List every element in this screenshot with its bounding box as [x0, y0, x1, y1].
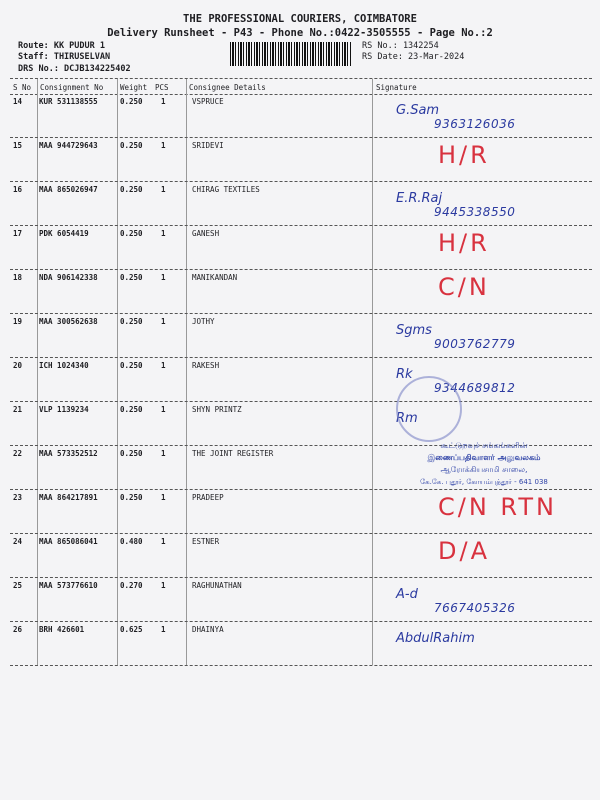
consignment-number: VLP 1139234 — [39, 405, 89, 414]
consignee-name: MANIKANDAN — [192, 273, 238, 282]
consignment-number: MAA 944729643 — [39, 141, 98, 150]
consignee-name: SHYN PRINTZ — [192, 405, 242, 414]
pieces: 1 — [161, 229, 166, 238]
weight: 0.625 — [120, 625, 143, 634]
handwritten-signature: AbdulRahim — [396, 631, 475, 646]
weight: 0.250 — [120, 141, 143, 150]
serial-number: 25 — [13, 581, 23, 590]
rs-number: RS No.: 1342254 — [362, 41, 439, 51]
serial-number: 15 — [13, 141, 23, 150]
handwritten-phone: 9363126036 — [434, 117, 516, 131]
table-top-rule — [10, 78, 592, 79]
pieces: 1 — [161, 185, 166, 194]
stamp-line: கே.கே. புதூர், கோயம்புத்தூர் - 641 038 — [420, 478, 548, 486]
handwritten-phone: 9344689812 — [434, 381, 516, 395]
stamp-line: இணைப்பதிவாளர் அலுவலகம் — [427, 453, 541, 462]
consignment-number: MAA 573352512 — [39, 449, 98, 458]
consignment-number: PDK 6054419 — [39, 229, 89, 238]
pieces: 1 — [161, 449, 166, 458]
col-header-sno: S No — [13, 83, 32, 92]
col-header-signature: Signature — [376, 83, 417, 92]
pieces: 1 — [161, 317, 166, 326]
consignee-name: DHAINYA — [192, 625, 224, 634]
consignee-name: JOTHY — [192, 317, 215, 326]
consignee-name: THE JOINT REGISTER — [192, 449, 274, 458]
pieces: 1 — [161, 273, 166, 282]
document-subtitle: Delivery Runsheet - P43 - Phone No.:0422-3505555 - Page No.:2 — [107, 27, 493, 39]
col-header-consignee: Consignee Details — [189, 83, 266, 92]
consignee-name: VSPRUCE — [192, 97, 224, 106]
handwritten-signature: Rm — [396, 411, 418, 426]
stamp-line: கூட்டுறவுச் சங்கங்களின் — [440, 441, 528, 450]
pieces: 1 — [161, 405, 166, 414]
weight: 0.250 — [120, 229, 143, 238]
consignment-number: MAA 573776610 — [39, 581, 98, 590]
weight: 0.250 — [120, 361, 143, 370]
signature-cell — [376, 609, 592, 669]
col-header-weight: Weight — [120, 83, 148, 92]
handwritten-signature: A-d — [396, 587, 418, 602]
pieces: 1 — [161, 625, 166, 634]
consignee-name: RAKESH — [192, 361, 220, 370]
consignment-number: MAA 864217891 — [39, 493, 98, 502]
pieces: 1 — [161, 141, 166, 150]
col-header-pcs: PCS — [155, 83, 169, 92]
consignment-number: ICH 1024340 — [39, 361, 89, 370]
consignment-number: NDA 906142338 — [39, 273, 98, 282]
rs-date: RS Date: 23-Mar-2024 — [362, 52, 465, 62]
handwritten-phone: 7667405326 — [434, 601, 516, 615]
consignment-number: BRH 426601 — [39, 625, 85, 634]
consignee-name: PRADEEP — [192, 493, 224, 502]
handwritten-phone: 9445338550 — [434, 205, 516, 219]
weight: 0.250 — [120, 493, 143, 502]
serial-number: 23 — [13, 493, 23, 502]
serial-number: 22 — [13, 449, 23, 458]
weight: 0.250 — [120, 185, 143, 194]
delivery-remark: C/N — [438, 273, 490, 301]
consignment-number: MAA 865026947 — [39, 185, 98, 194]
route-info: Route: KK PUDUR 1 — [18, 41, 105, 51]
serial-number: 26 — [13, 625, 23, 634]
handwritten-phone: 9003762779 — [434, 337, 516, 351]
office-stamp — [384, 440, 584, 488]
consignee-name: ESTNER — [192, 537, 220, 546]
pieces: 1 — [161, 581, 166, 590]
consignment-number: KUR 531138555 — [39, 97, 98, 106]
row-rule — [10, 665, 592, 666]
document-title: THE PROFESSIONAL COURIERS, COIMBATORE — [183, 13, 417, 25]
serial-number: 21 — [13, 405, 23, 414]
col-header-consignment: Consignment No — [40, 83, 104, 92]
round-seal — [396, 376, 462, 442]
consignee-name: GANESH — [192, 229, 220, 238]
weight: 0.250 — [120, 273, 143, 282]
handwritten-signature: Rk — [396, 367, 413, 382]
stamp-line: ஆரோக்கியசாமி சாலை, — [440, 465, 528, 474]
delivery-remark: H/R — [438, 141, 490, 169]
table-row — [0, 625, 600, 669]
delivery-remark: C/N RTN — [438, 493, 557, 521]
serial-number: 17 — [13, 229, 23, 238]
serial-number: 24 — [13, 537, 23, 546]
weight: 0.250 — [120, 405, 143, 414]
weight: 0.250 — [120, 97, 143, 106]
delivery-remark: H/R — [438, 229, 490, 257]
weight: 0.250 — [120, 449, 143, 458]
consignee-name: SRIDEVI — [192, 141, 224, 150]
consignee-name: RAGHUNATHAN — [192, 581, 242, 590]
consignment-number: MAA 865086041 — [39, 537, 98, 546]
staff-info: Staff: THIRUSELVAN — [18, 52, 111, 62]
serial-number: 16 — [13, 185, 23, 194]
handwritten-signature: Sgms — [396, 323, 432, 338]
serial-number: 19 — [13, 317, 23, 326]
serial-number: 18 — [13, 273, 23, 282]
consignment-number: MAA 300562638 — [39, 317, 98, 326]
delivery-remark: D/A — [438, 537, 490, 565]
serial-number: 20 — [13, 361, 23, 370]
pieces: 1 — [161, 97, 166, 106]
drs-number: DRS No.: DCJB134225402 — [18, 64, 131, 74]
serial-number: 14 — [13, 97, 23, 106]
handwritten-signature: E.R.Raj — [396, 191, 443, 206]
pieces: 1 — [161, 493, 166, 502]
barcode — [230, 42, 352, 66]
weight: 0.250 — [120, 317, 143, 326]
pieces: 1 — [161, 537, 166, 546]
weight: 0.480 — [120, 537, 143, 546]
handwritten-signature: G.Sam — [396, 103, 440, 118]
pieces: 1 — [161, 361, 166, 370]
weight: 0.270 — [120, 581, 143, 590]
consignee-name: CHIRAG TEXTILES — [192, 185, 260, 194]
